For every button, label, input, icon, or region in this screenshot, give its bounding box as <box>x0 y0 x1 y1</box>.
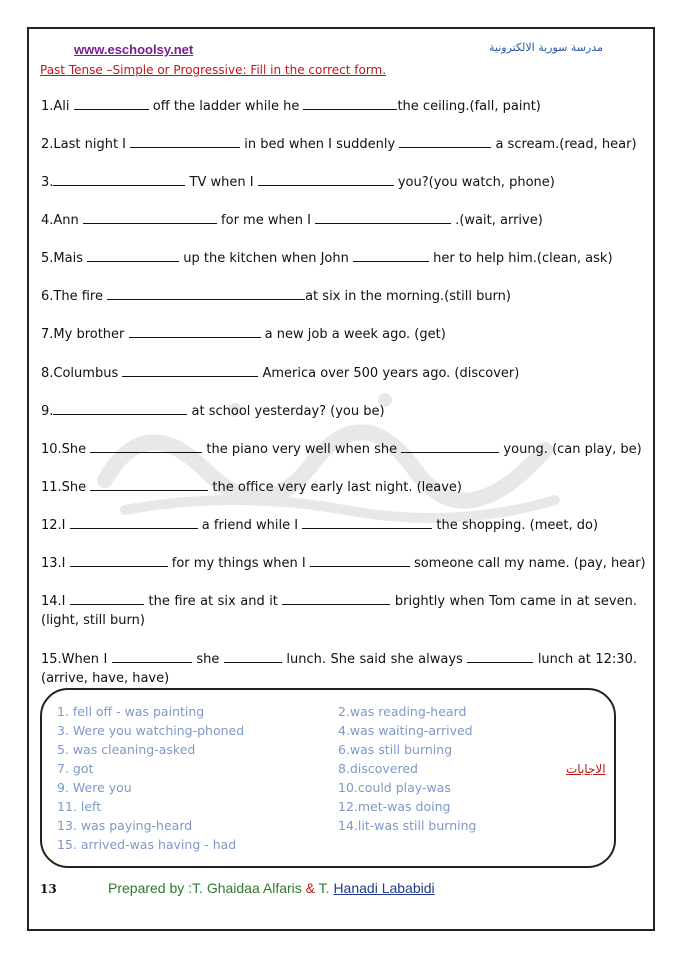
question-13: 13.I for my things when I someone call my name. (pay, hear) <box>41 556 646 571</box>
answer-item: 1. fell off - was painting <box>57 704 205 719</box>
question-4: 4.Ann for me when I .(wait, arrive) <box>41 213 543 228</box>
answer-item: 4.was waiting-arrived <box>338 723 473 738</box>
question-1: 1.Ali off the ladder while he the ceiling.(fall, paint) <box>41 99 541 114</box>
answer-item: 11. left <box>57 799 102 814</box>
answer-item: 12.met-was doing <box>338 799 451 814</box>
answer-blank[interactable] <box>310 554 410 567</box>
answer-blank[interactable] <box>112 650 192 663</box>
question-6: 6.The fire at six in the morning.(still burn) <box>41 289 511 304</box>
question-12: 12.I a friend while I the shopping. (meet, do) <box>41 518 599 533</box>
answer-item: 13. was paying-heard <box>57 818 193 833</box>
credits: Prepared by :T. Ghaidaa Alfaris & T. Hanadi Lababidi <box>108 880 435 896</box>
question-8: 8.Columbus America over 500 years ago. (discover) <box>41 366 520 381</box>
answer-blank[interactable] <box>70 554 168 567</box>
answer-blank[interactable] <box>467 650 533 663</box>
answer-item: 14.lit-was still burning <box>338 818 477 833</box>
page-number: 13 <box>40 882 57 896</box>
answer-blank[interactable] <box>83 211 217 224</box>
answer-blank[interactable] <box>70 516 198 529</box>
question-7: 7.My brother a new job a week ago. (get) <box>41 327 446 342</box>
answer-item: 3. Were you watching-phoned <box>57 723 245 738</box>
worksheet-heading: Past Tense –Simple or Progressive: Fill in the correct form. <box>40 63 387 77</box>
teacher-name-link[interactable]: Hanadi Lababidi <box>333 880 435 896</box>
answer-blank[interactable] <box>53 402 187 415</box>
answer-blank[interactable] <box>74 97 149 110</box>
answer-blank[interactable] <box>399 135 491 148</box>
answer-blank[interactable] <box>302 516 432 529</box>
answer-blank[interactable] <box>353 249 429 262</box>
answer-blank[interactable] <box>122 364 258 377</box>
answer-blank[interactable] <box>282 592 390 605</box>
answer-item: 5. was cleaning-asked <box>57 742 196 757</box>
question-14: 14.I the fire at six and it brightly when Tom came in at seven. (light, still burn) <box>41 594 637 628</box>
answer-item: 8.discovered <box>338 761 418 776</box>
answers-title: الاجابات <box>566 762 606 776</box>
question-5: 5.Mais up the kitchen when John her to help him.(clean, ask) <box>41 251 613 266</box>
site-link[interactable]: www.eschoolsy.net <box>74 42 194 57</box>
answer-blank[interactable] <box>90 478 208 491</box>
answer-blank[interactable] <box>129 325 261 338</box>
question-11: 11.She the office very early last night. (leave) <box>41 480 462 495</box>
question-3: 3. TV when I you?(you watch, phone) <box>41 175 555 190</box>
answer-blank[interactable] <box>87 249 179 262</box>
answer-item: 15. arrived-was having - had <box>57 837 237 852</box>
answer-item: 10.could play-was <box>338 780 451 795</box>
answer-blank[interactable] <box>303 97 397 110</box>
answer-item: 2.was reading-heard <box>338 704 467 719</box>
answer-blank[interactable] <box>70 592 144 605</box>
answer-blank[interactable] <box>401 440 499 453</box>
answer-blank[interactable] <box>90 440 202 453</box>
question-2: 2.Last night I in bed when I suddenly a scream.(read, hear) <box>41 137 637 152</box>
answer-blank[interactable] <box>315 211 451 224</box>
answer-blank[interactable] <box>258 173 394 186</box>
question-10: 10.She the piano very well when she young. (can play, be) <box>41 442 642 457</box>
answer-blank[interactable] <box>107 287 305 300</box>
question-9: 9. at school yesterday? (you be) <box>41 404 385 419</box>
answer-item: 6.was still burning <box>338 742 453 757</box>
school-name-arabic: مدرسة سورية الالكترونية <box>489 41 603 54</box>
answer-blank[interactable] <box>224 650 282 663</box>
answer-blank[interactable] <box>53 173 185 186</box>
answer-item: 7. got <box>57 761 94 776</box>
question-15: 15.When I she lunch. She said she always lunch at 12:30. (arrive, have, have) <box>41 652 637 686</box>
answer-item: 9. Were you <box>57 780 132 795</box>
answer-blank[interactable] <box>130 135 240 148</box>
